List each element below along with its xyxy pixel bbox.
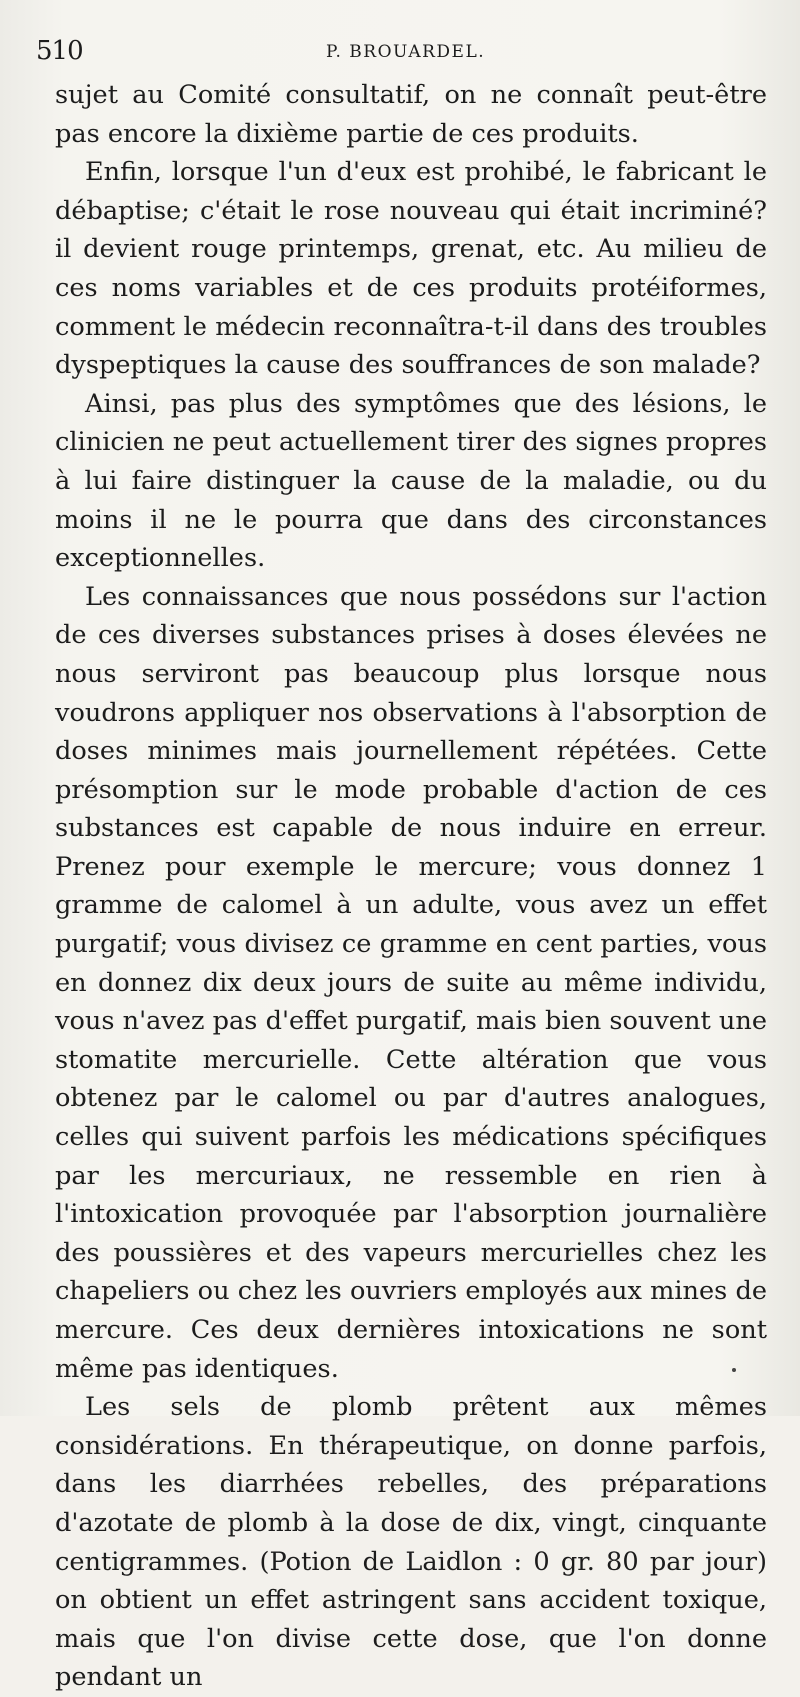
paragraph-1: sujet au Comité consultatif, on ne connaît peut-être pas encore la dixième partie de ces produits.	[55, 80, 767, 149]
page-header	[36, 34, 772, 68]
body-text	[55, 76, 767, 1697]
page-number: 510	[36, 36, 83, 66]
paragraph-4: Les connaissances que nous possédons sur l'action de ces diverses substances prises à doses élevées ne nous serviront pas beaucoup plus lorsque nous voudrons appliquer nos observations à l'absorption de doses minimes mais journellement répétées. Cette présomption sur le mode probable d'action de ces substances est capable de nous induire en erreur. Prenez pour exemple le mercure; vous donnez 1 gramme de calomel à un adulte, vous avez un effet purgatif; vous divisez ce gramme en cent parties, vous en donnez dix deux jours de suite au même individu, vous n'avez pas d'effet purgatif, mais bien souvent une stomatite mercurielle. Cette altération que vous obtenez par le calomel ou par d'autres analogues, celles qui suivent parfois les médications spécifiques par les mercuriaux, ne ressemble en rien à l'intoxication provoquée par l'absorption journalière des poussières et des vapeurs mercurielles chez les chapeliers ou chez les ouvriers employés aux mines de mercure. Ces deux dernières intoxications ne sont même pas identiques.	[55, 581, 767, 1384]
paragraph-3: Ainsi, pas plus des symptômes que des lésions, le clinicien ne peut actuellement tirer des signes propres à lui faire distinguer la cause de la maladie, ou du moins il ne le pourra que dans des circonstances exceptionnelles.	[55, 388, 767, 574]
running-head: P. BROUARDEL.	[326, 42, 486, 62]
ink-speck	[732, 1368, 736, 1372]
paragraph-2: Enfin, lorsque l'un d'eux est prohibé, le fabricant le débaptise; c'était le rose nouveau qui était incriminé? il devient rouge printemps, grenat, etc. Au milieu de ces noms variables et de ces produits protéiformes, comment le médecin reconnaîtra-t-il dans des troubles dyspeptiques la cause des souffrances de son malade?	[55, 157, 767, 381]
paragraph-5: Les sels de plomb prêtent aux mêmes considérations. En thérapeutique, on donne parfois, dans les diarrhées rebelles, des préparations d'azotate de plomb à la dose de dix, vingt, cinquante centigrammes. (Potion de Laidlon : 0 gr. 80 par jour) on obtient un effet astringent sans accident toxique, mais que l'on divise cette dose, que l'on donne pendant un	[55, 1392, 767, 1693]
